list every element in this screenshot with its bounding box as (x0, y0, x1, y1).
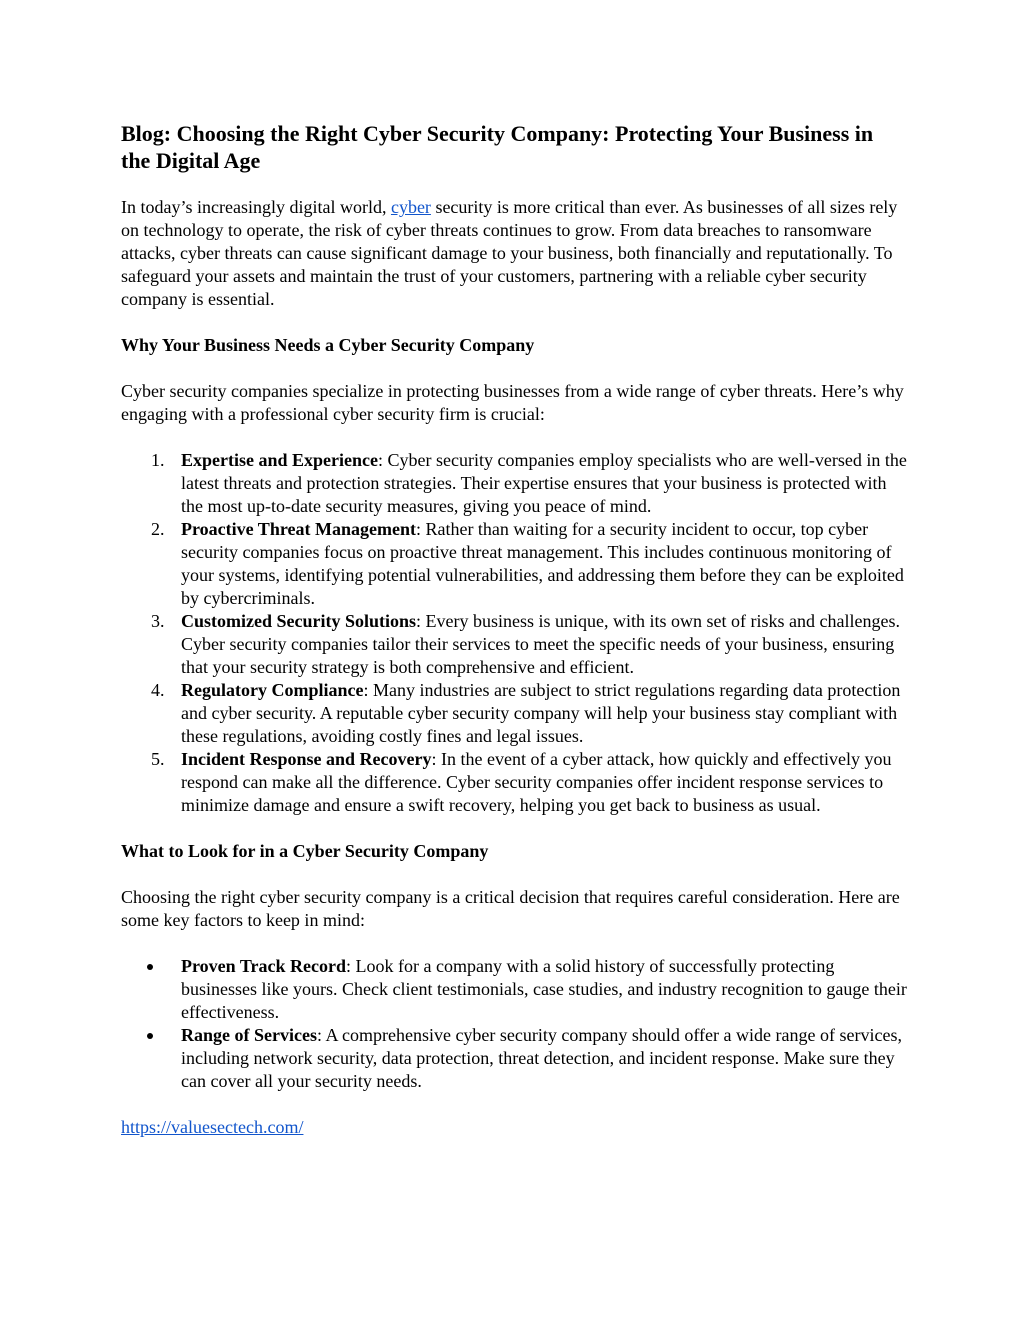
list-item-term: Expertise and Experience (181, 450, 378, 470)
list-number: 4. (151, 680, 165, 700)
list-item (121, 679, 907, 748)
intro-text-end: security is more critical than ever. As businesses of all sizes rely on technology to operate, the risk of cyber threats continues to grow. From data breaches to ransomware attacks, cyber threats can cause significant damage to your business, both financially and reputationally. To safeguard your assets and maintain the trust of your customers, partnering with a reliable cyber security company is essential. (121, 197, 898, 309)
section-heading-why: Why Your Business Needs a Cyber Security Company (121, 335, 535, 355)
list-item-text: : Many industries are subject to strict regulations regarding data protection and cyber security. A reputable cyber security company will help your business stay compliant with these regulations, avoiding costly fines and legal issues. (181, 680, 901, 746)
list-item-text: : Every business is unique, with its own set of risks and challenges. Cyber security companies tailor their services to meet the specific needs of your business, ensuring that your security strategy is both comprehensive and efficient. (181, 611, 900, 677)
list-item (121, 1024, 907, 1093)
page-title: Blog: Choosing the Right Cyber Security Company: Protecting Your Business in the Digital Age (121, 121, 874, 173)
list-item-term: Proactive Threat Management (181, 519, 416, 539)
list-number: 3. (151, 611, 165, 631)
list-item-text: : A comprehensive cyber security company should offer a wide range of services, including network security, data protection, threat detection, and incident response. Make sure they can cover all your security needs. (181, 1025, 902, 1091)
list-item-text: : Look for a company with a solid history of successfully protecting businesses like yours. Check client testimonials, case studies, and industry recognition to gauge their effectiveness. (181, 956, 907, 1022)
list-item-term: Regulatory Compliance (181, 680, 364, 700)
bullet-icon (147, 1033, 153, 1039)
list-number: 5. (151, 749, 165, 769)
bullet-icon (147, 964, 153, 970)
list-item-term: Customized Security Solutions (181, 611, 417, 631)
list-item (121, 518, 907, 610)
cyber-link[interactable]: cyber (390, 197, 431, 217)
list-item-term: Range of Services (181, 1025, 317, 1045)
footer-link-paragraph (121, 1116, 907, 1139)
list-item-text: : Cyber security companies employ specialists who are well-versed in the latest threats and protection strategies. Their expertise ensures that your business is protected with the most up-to-date security measures, giving you peace of mind. (181, 450, 907, 516)
list-item (121, 748, 907, 817)
numbered-list (121, 449, 907, 817)
list-item (121, 449, 907, 518)
list-item-term: Proven Track Record (181, 956, 346, 976)
list-item-term: Incident Response and Recovery (181, 749, 432, 769)
list-item-text: : Rather than waiting for a security incident to occur, top cyber security companies focus on proactive threat management. This includes continuous monitoring of your systems, identifying potential vulnerabilities, and addressing them before they can be exploited by cybercriminals. (181, 519, 904, 608)
list-item (121, 610, 907, 679)
intro-text-start: In today’s increasingly digital world, (121, 197, 391, 217)
list-number: 2. (151, 519, 165, 539)
section-heading-what: What to Look for in a Cyber Security Company (121, 841, 489, 861)
section-why-paragraph: Cyber security companies specialize in protecting businesses from a wide range of cyber threats. Here’s why engaging with a professional cyber security firm is crucial: (121, 381, 904, 424)
list-item-text: : In the event of a cyber attack, how quickly and effectively you respond can make all the difference. Cyber security companies offer incident response services to minimize damage and ensure a swift recovery, helping you get back to business as usual. (181, 749, 892, 815)
bullet-list (121, 955, 907, 1093)
document-page (121, 120, 907, 1139)
list-item (121, 955, 907, 1024)
list-number: 1. (151, 450, 165, 470)
website-link[interactable]: https://valuesectech.com/ (121, 1117, 304, 1137)
intro-paragraph (121, 196, 907, 311)
section-what-paragraph: Choosing the right cyber security company is a critical decision that requires careful consideration. Here are some key factors to keep in mind: (121, 887, 900, 930)
